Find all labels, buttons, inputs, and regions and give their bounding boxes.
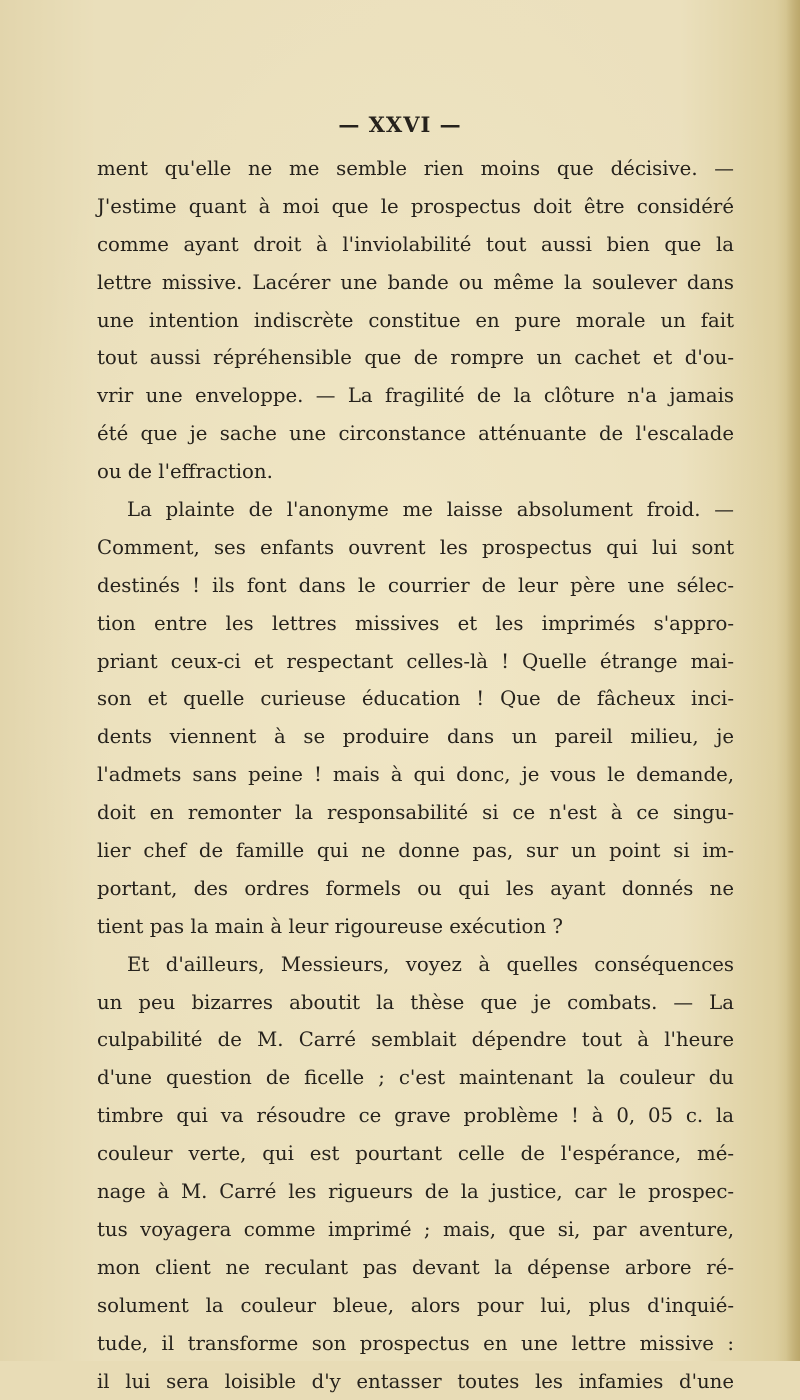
text-line: tion entre les lettres missives et les imprimés s'appro- <box>97 605 734 643</box>
text-line: une intention indiscrète constitue en pure morale un fait <box>97 302 734 340</box>
text-line: un peu bizarres aboutit la thèse que je combats. — La <box>97 984 734 1022</box>
text-line: lier chef de famille qui ne donne pas, sur un point si im- <box>97 832 734 870</box>
text-line: timbre qui va résoudre ce grave problème ! à 0, 05 c. la <box>97 1097 734 1135</box>
text-line: solument la couleur bleue, alors pour lui, plus d'inquié- <box>97 1287 734 1325</box>
text-line: tus voyagera comme imprimé ; mais, que si, par aventure, <box>97 1211 734 1249</box>
text-line: l'admets sans peine ! mais à qui donc, je vous le demande, <box>97 756 734 794</box>
text-line: tude, il transforme son prospectus en une lettre missive : <box>97 1325 734 1363</box>
text-line: dents viennent à se produire dans un pareil milieu, je <box>97 718 734 756</box>
text-line: ment qu'elle ne me semble rien moins que décisive. — <box>97 150 734 188</box>
text-line: mon client ne reculant pas devant la dépense arbore ré- <box>97 1249 734 1287</box>
text-line: lettre missive. Lacérer une bande ou même la soulever dans <box>97 264 734 302</box>
text-line: nage à M. Carré les rigueurs de la justice, car le prospec- <box>97 1173 734 1211</box>
text-line: destinés ! ils font dans le courrier de leur père une sélec- <box>97 567 734 605</box>
text-line: J'estime quant à moi que le prospectus doit être considéré <box>97 188 734 226</box>
text-line: ou de l'effraction. <box>97 453 734 491</box>
page-edge-shadow <box>786 0 800 1361</box>
text-line: doit en remonter la responsabilité si ce n'est à ce singu- <box>97 794 734 832</box>
text-line: Et d'ailleurs, Messieurs, voyez à quelles conséquences <box>97 946 734 984</box>
text-line: d'une question de ficelle ; c'est maintenant la couleur du <box>97 1059 734 1097</box>
text-line: vrir une enveloppe. — La fragilité de la clôture n'a jamais <box>97 377 734 415</box>
text-line: culpabilité de M. Carré semblait dépendre tout à l'heure <box>97 1021 734 1059</box>
text-line: La plainte de l'anonyme me laisse absolument froid. — <box>97 491 734 529</box>
text-line: priant ceux-ci et respectant celles-là ! Quelle étrange mai- <box>97 643 734 681</box>
text-line: été que je sache une circonstance atténuante de l'escalade <box>97 415 734 453</box>
text-line: couleur verte, qui est pourtant celle de l'espérance, mé- <box>97 1135 734 1173</box>
text-line: son et quelle curieuse éducation ! Que de fâcheux inci- <box>97 680 734 718</box>
text-line: il lui sera loisible d'y entasser toutes les infamies d'une <box>97 1363 734 1400</box>
body-text <box>97 150 734 1400</box>
running-head-page-number: — XXVI — <box>0 112 800 137</box>
text-line: comme ayant droit à l'inviolabilité tout aussi bien que la <box>97 226 734 264</box>
text-line: tient pas la main à leur rigoureuse exécution ? <box>97 908 734 946</box>
text-line: portant, des ordres formels ou qui les ayant donnés ne <box>97 870 734 908</box>
text-line: Comment, ses enfants ouvrent les prospectus qui lui sont <box>97 529 734 567</box>
text-line: tout aussi répréhensible que de rompre un cachet et d'ou- <box>97 339 734 377</box>
